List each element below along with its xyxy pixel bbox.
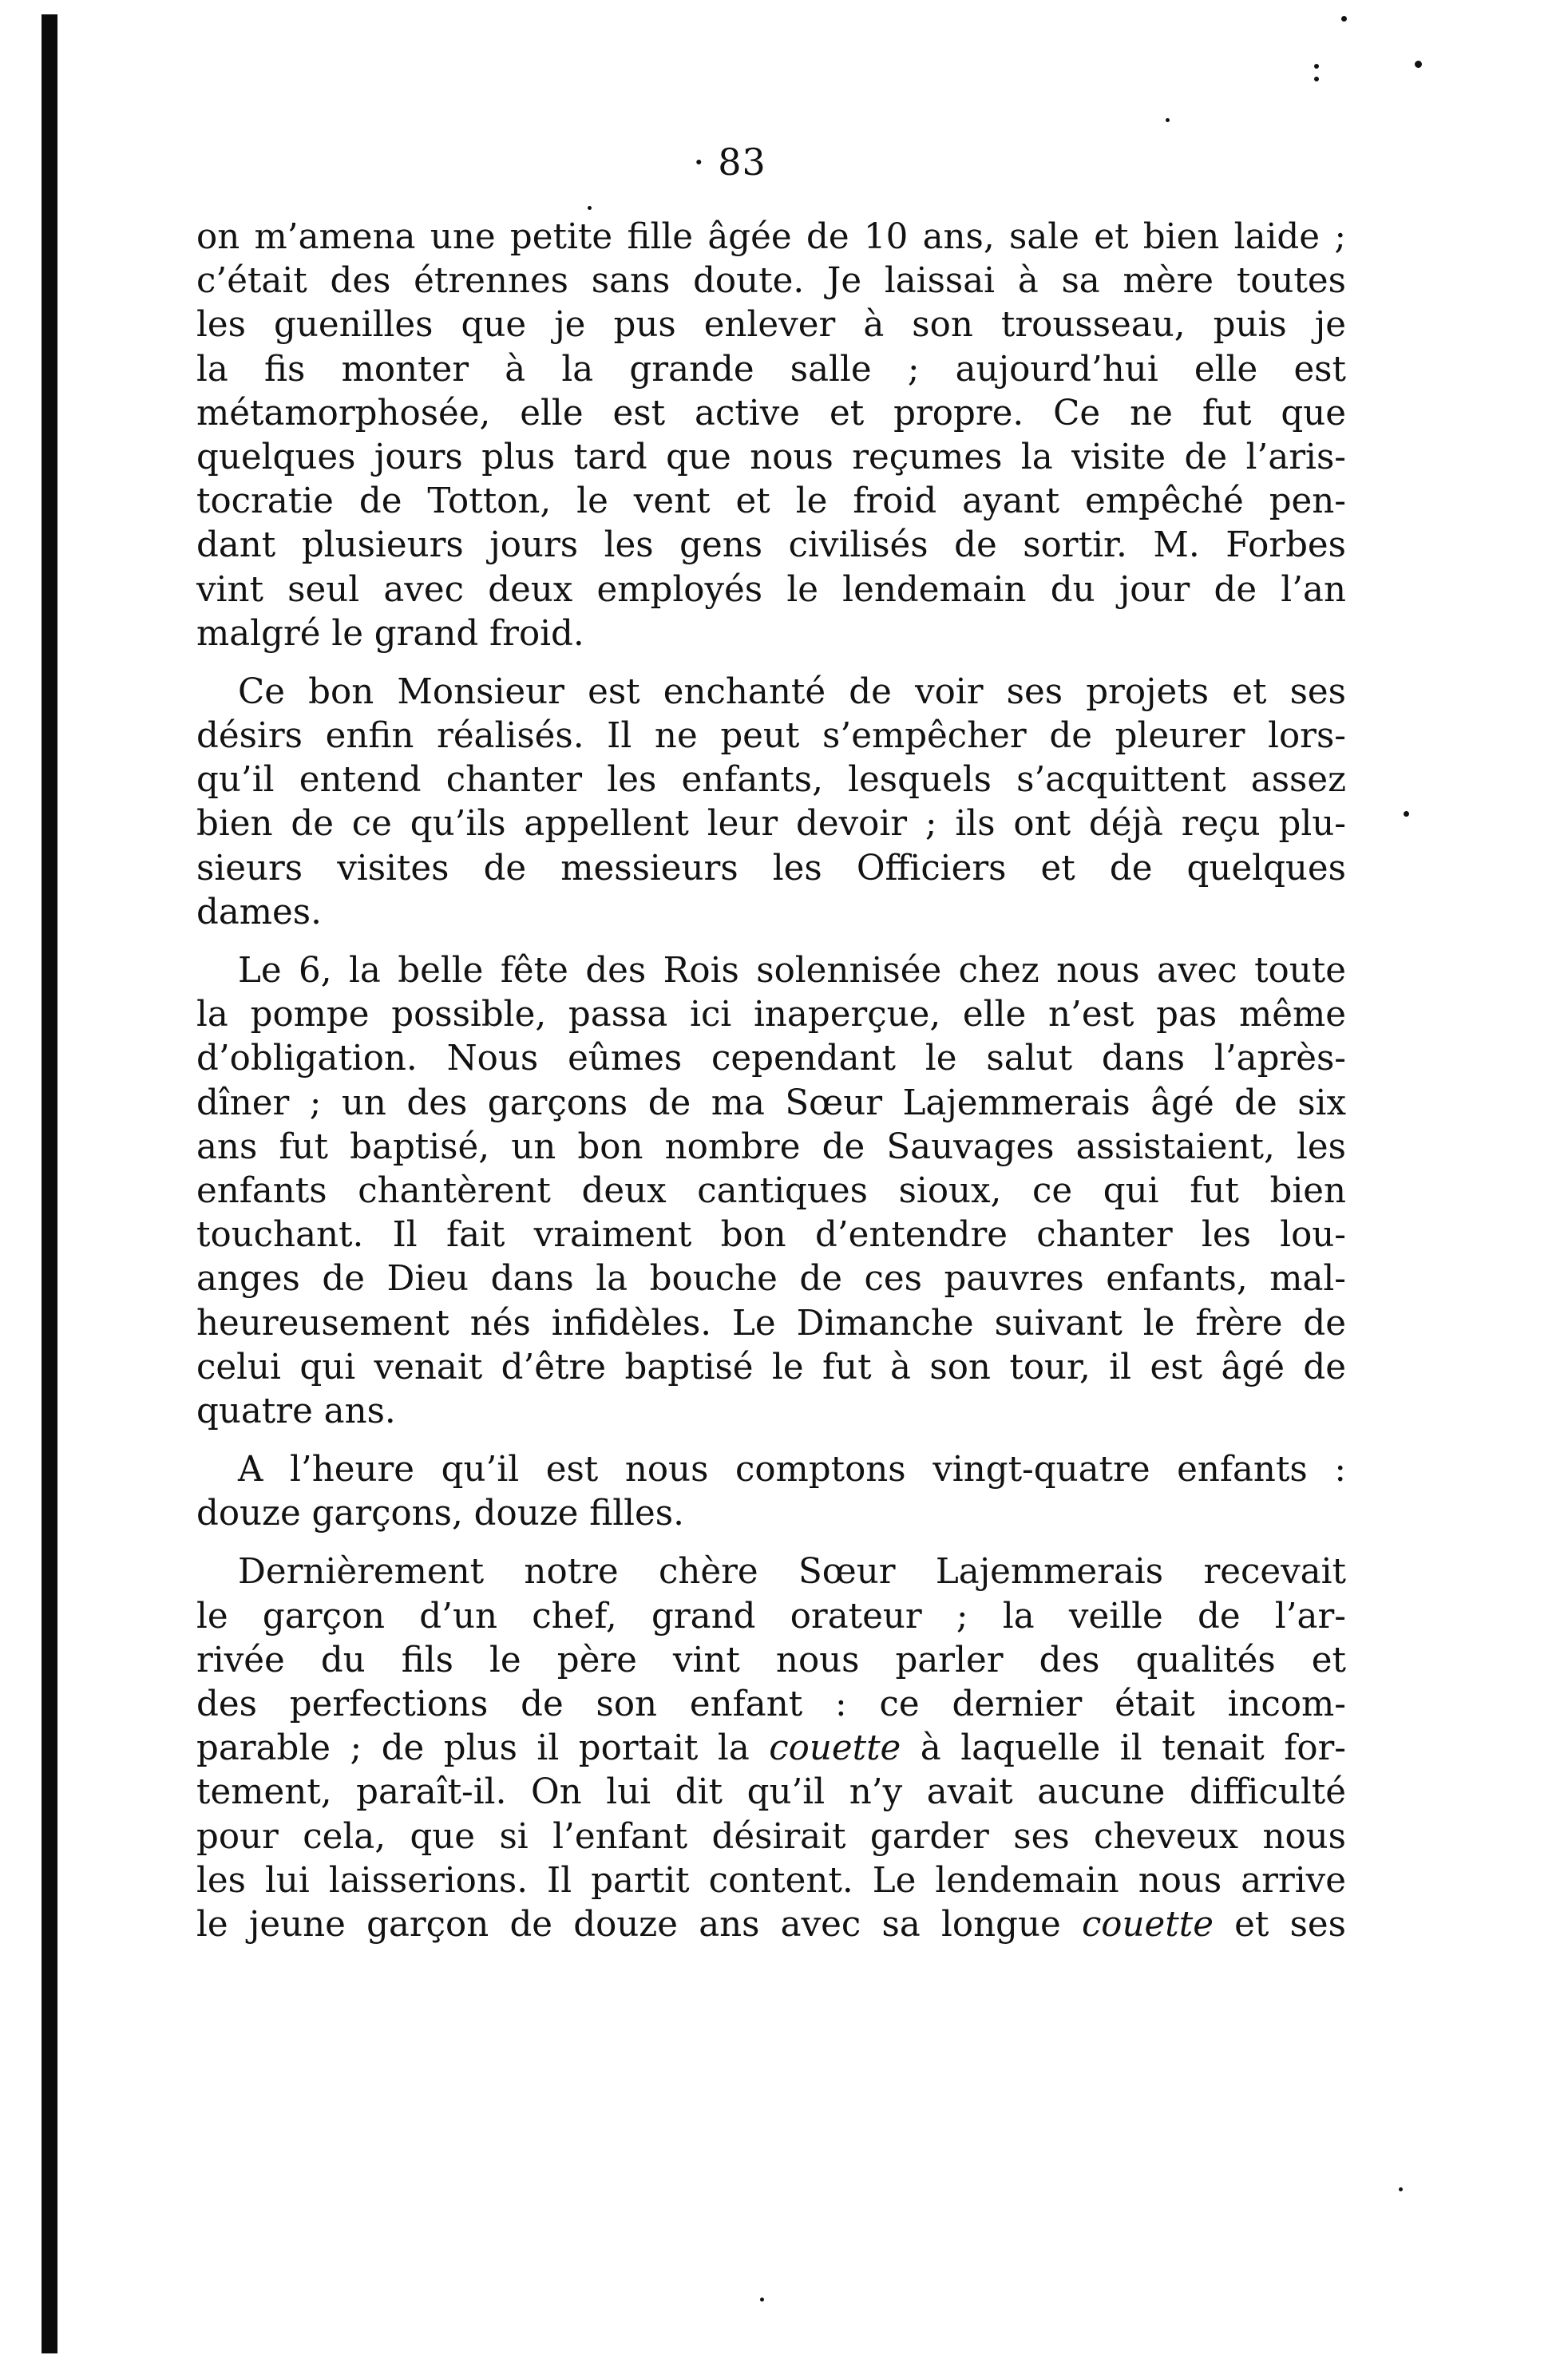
text-line: le jeune garçon de douze ans avec sa longue couette et ses xyxy=(196,1904,1347,1945)
italic-word: couette xyxy=(1081,1904,1214,1945)
text-line: celui qui venait d’être baptisé le fut à son tour, il est âgé de xyxy=(196,1347,1346,1387)
page-binding-edge xyxy=(42,14,57,2353)
text-line: des perfections de son enfant : ce dernier était incom- xyxy=(196,1684,1346,1724)
ink-speck xyxy=(1341,16,1347,22)
text-line: anges de Dieu dans la bouche de ces pauvres enfants, mal- xyxy=(196,1259,1346,1300)
paragraph xyxy=(196,1448,1346,1536)
text-line: dames. xyxy=(196,892,322,932)
text-line: enfants chantèrent deux cantiques sioux, ce qui fut bien xyxy=(196,1170,1346,1211)
ink-speck xyxy=(588,206,592,210)
text-line: dîner ; un des garçons de ma Sœur Lajemmerais âgé de six xyxy=(196,1083,1346,1123)
ink-speck xyxy=(1399,2187,1403,2191)
text-line: la fis monter à la grande salle ; aujourd’hui elle est xyxy=(196,349,1346,390)
italic-word: couette xyxy=(769,1728,901,1769)
text-line: sieurs visites de messieurs les Officiers et de quelques xyxy=(196,848,1346,889)
text-line: le garçon d’un chef, grand orateur ; la veille de l’ar- xyxy=(196,1596,1346,1637)
text-line: bien de ce qu’ils appellent leur devoir ; ils ont déjà reçu plu- xyxy=(196,804,1346,845)
text-line: d’obligation. Nous eûmes cependant le salut dans l’après- xyxy=(196,1039,1346,1079)
ink-speck xyxy=(1166,118,1170,122)
paragraph xyxy=(196,1550,1346,1947)
text-line: malgré le grand froid. xyxy=(196,613,584,654)
text-line: douze garçons, douze filles. xyxy=(196,1494,684,1534)
paragraph xyxy=(196,949,1346,1434)
ink-speck xyxy=(1404,811,1409,817)
text-line: parable ; de plus il portait la couette à laquelle il tenait for- xyxy=(196,1728,1346,1769)
text-line: Le 6, la belle fête des Rois solennisée chez nous avec toute xyxy=(238,951,1346,991)
text-line: la pompe possible, passa ici inaperçue, elle n’est pas même xyxy=(196,995,1346,1035)
text-line: dant plusieurs jours les gens civilisés de sortir. M. Forbes xyxy=(196,525,1346,566)
ink-speck xyxy=(1314,64,1319,69)
ink-speck xyxy=(1415,61,1422,68)
text-line: pour cela, que si l’enfant désirait garder ses cheveux nous xyxy=(196,1816,1346,1857)
text-line: tocratie de Totton, le vent et le froid ayant empêché pen- xyxy=(196,481,1346,522)
paragraph xyxy=(196,216,1346,656)
text-line: quatre ans. xyxy=(196,1391,396,1431)
body-text xyxy=(196,216,1346,1961)
text-line: Dernièrement notre chère Sœur Lajemmerais recevait xyxy=(238,1552,1346,1593)
page-number: · 83 xyxy=(693,141,766,184)
text-line: tement, paraît-il. On lui dit qu’il n’y avait aucune difficulté xyxy=(196,1772,1346,1813)
text-line: métamorphosée, elle est active et propre. Ce ne fut que xyxy=(196,393,1346,433)
text-line: quelques jours plus tard que nous reçumes la visite de l’aris- xyxy=(196,437,1346,477)
text-line: vint seul avec deux employés le lendemain du jour de l’an xyxy=(196,569,1346,610)
text-line: qu’il entend chanter les enfants, lesquels s’acquittent assez xyxy=(196,760,1346,801)
text-line: c’était des étrennes sans doute. Je laissai à sa mère toutes xyxy=(196,261,1346,302)
text-line: on m’amena une petite fille âgée de 10 ans, sale et bien laide ; xyxy=(196,217,1346,257)
ink-speck xyxy=(1314,77,1319,81)
paragraph xyxy=(196,671,1346,935)
text-line: les lui laisserions. Il partit content. Le lendemain nous arrive xyxy=(196,1860,1346,1901)
text-line: les guenilles que je pus enlever à son trousseau, puis je xyxy=(196,305,1346,346)
text-line: rivée du fils le père vint nous parler des qualités et xyxy=(196,1640,1346,1680)
ink-speck xyxy=(760,2298,764,2302)
text-line: ans fut baptisé, un bon nombre de Sauvages assistaient, les xyxy=(196,1126,1346,1167)
text-line: Ce bon Monsieur est enchanté de voir ses projets et ses xyxy=(238,671,1346,712)
text-line: heureusement nés infidèles. Le Dimanche suivant le frère de xyxy=(196,1303,1346,1344)
text-line: désirs enfin réalisés. Il ne peut s’empêcher de pleurer lors- xyxy=(196,716,1346,757)
text-line: touchant. Il fait vraiment bon d’entendre chanter les lou- xyxy=(196,1215,1346,1256)
text-line: A l’heure qu’il est nous comptons vingt-quatre enfants : xyxy=(238,1450,1346,1490)
